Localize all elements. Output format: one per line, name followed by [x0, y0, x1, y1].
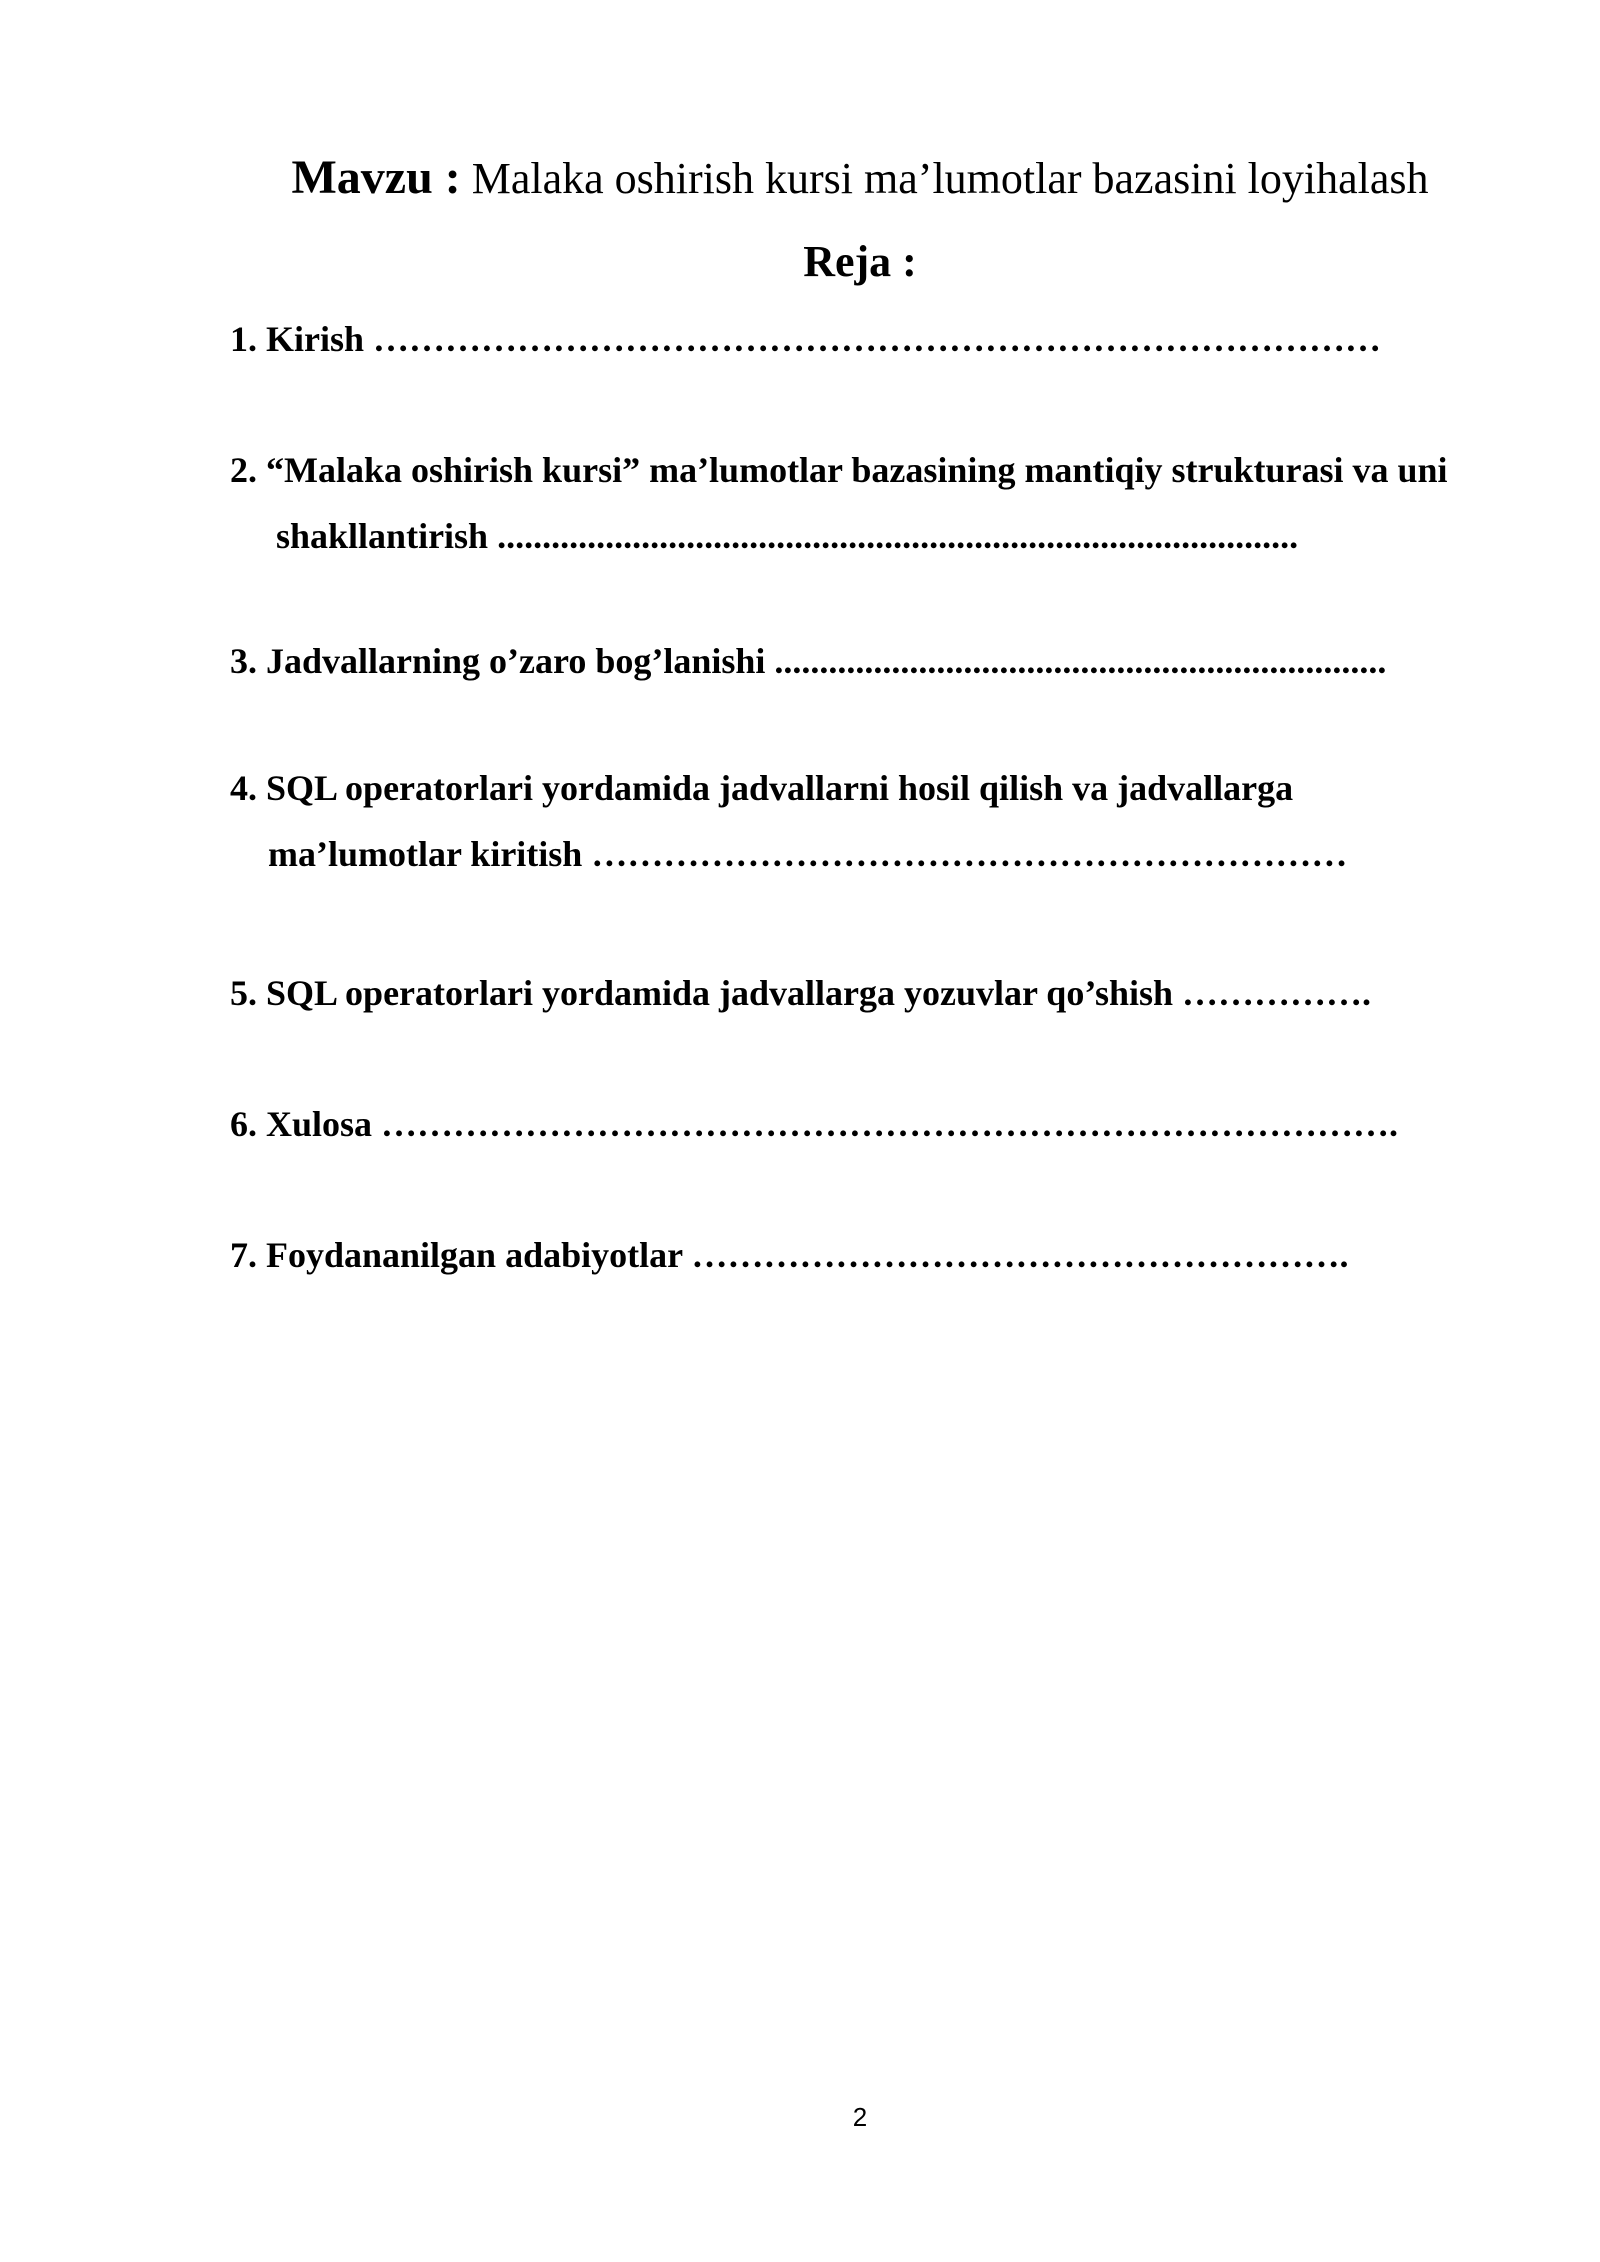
toc-item-text: 6. Xulosa …………………………………………………………………………. — [230, 1104, 1399, 1144]
toc-item-text: 3. Jadvallarning o’zaro bog’lanishi .................................................................... — [230, 641, 1387, 681]
toc-item-3 — [230, 628, 1386, 694]
toc-item-6 — [230, 1091, 1398, 1157]
title-text: Malaka oshirish kursi ma’lumotlar bazasini loyihalash — [471, 154, 1429, 203]
toc-item-1 — [230, 306, 1381, 372]
toc-item-2 — [230, 437, 1448, 569]
toc-item-5 — [230, 960, 1371, 1026]
toc-item-4 — [230, 755, 1347, 887]
title-label: Mavzu : — [291, 151, 461, 204]
toc-item-text: 1. Kirish ………………………………………………………………………… — [230, 319, 1382, 359]
toc-item-text: 4. SQL operatorlari yordamida jadvallarni hosil qilish va jadvallarga — [230, 768, 1294, 808]
plan-heading: Reja : — [803, 237, 917, 286]
toc-item-text: 7. Foydananilgan adabiyotlar ………………………………………………. — [230, 1235, 1349, 1275]
toc-item-7 — [230, 1222, 1348, 1288]
toc-item-continuation: shakllantirish ......................................................................................... — [276, 516, 1299, 556]
toc-item-text: 2. “Malaka oshirish kursi” ma’lumotlar bazasining mantiqiy strukturasi va uni — [230, 450, 1448, 490]
page-title — [0, 150, 1600, 205]
page-number: 2 — [852, 2102, 868, 2132]
toc-item-continuation: ma’lumotlar kiritish ……………………………………………………… — [268, 834, 1348, 874]
toc-item-text: 5. SQL operatorlari yordamida jadvallarga yozuvlar qo’shish ……………. — [230, 973, 1372, 1013]
